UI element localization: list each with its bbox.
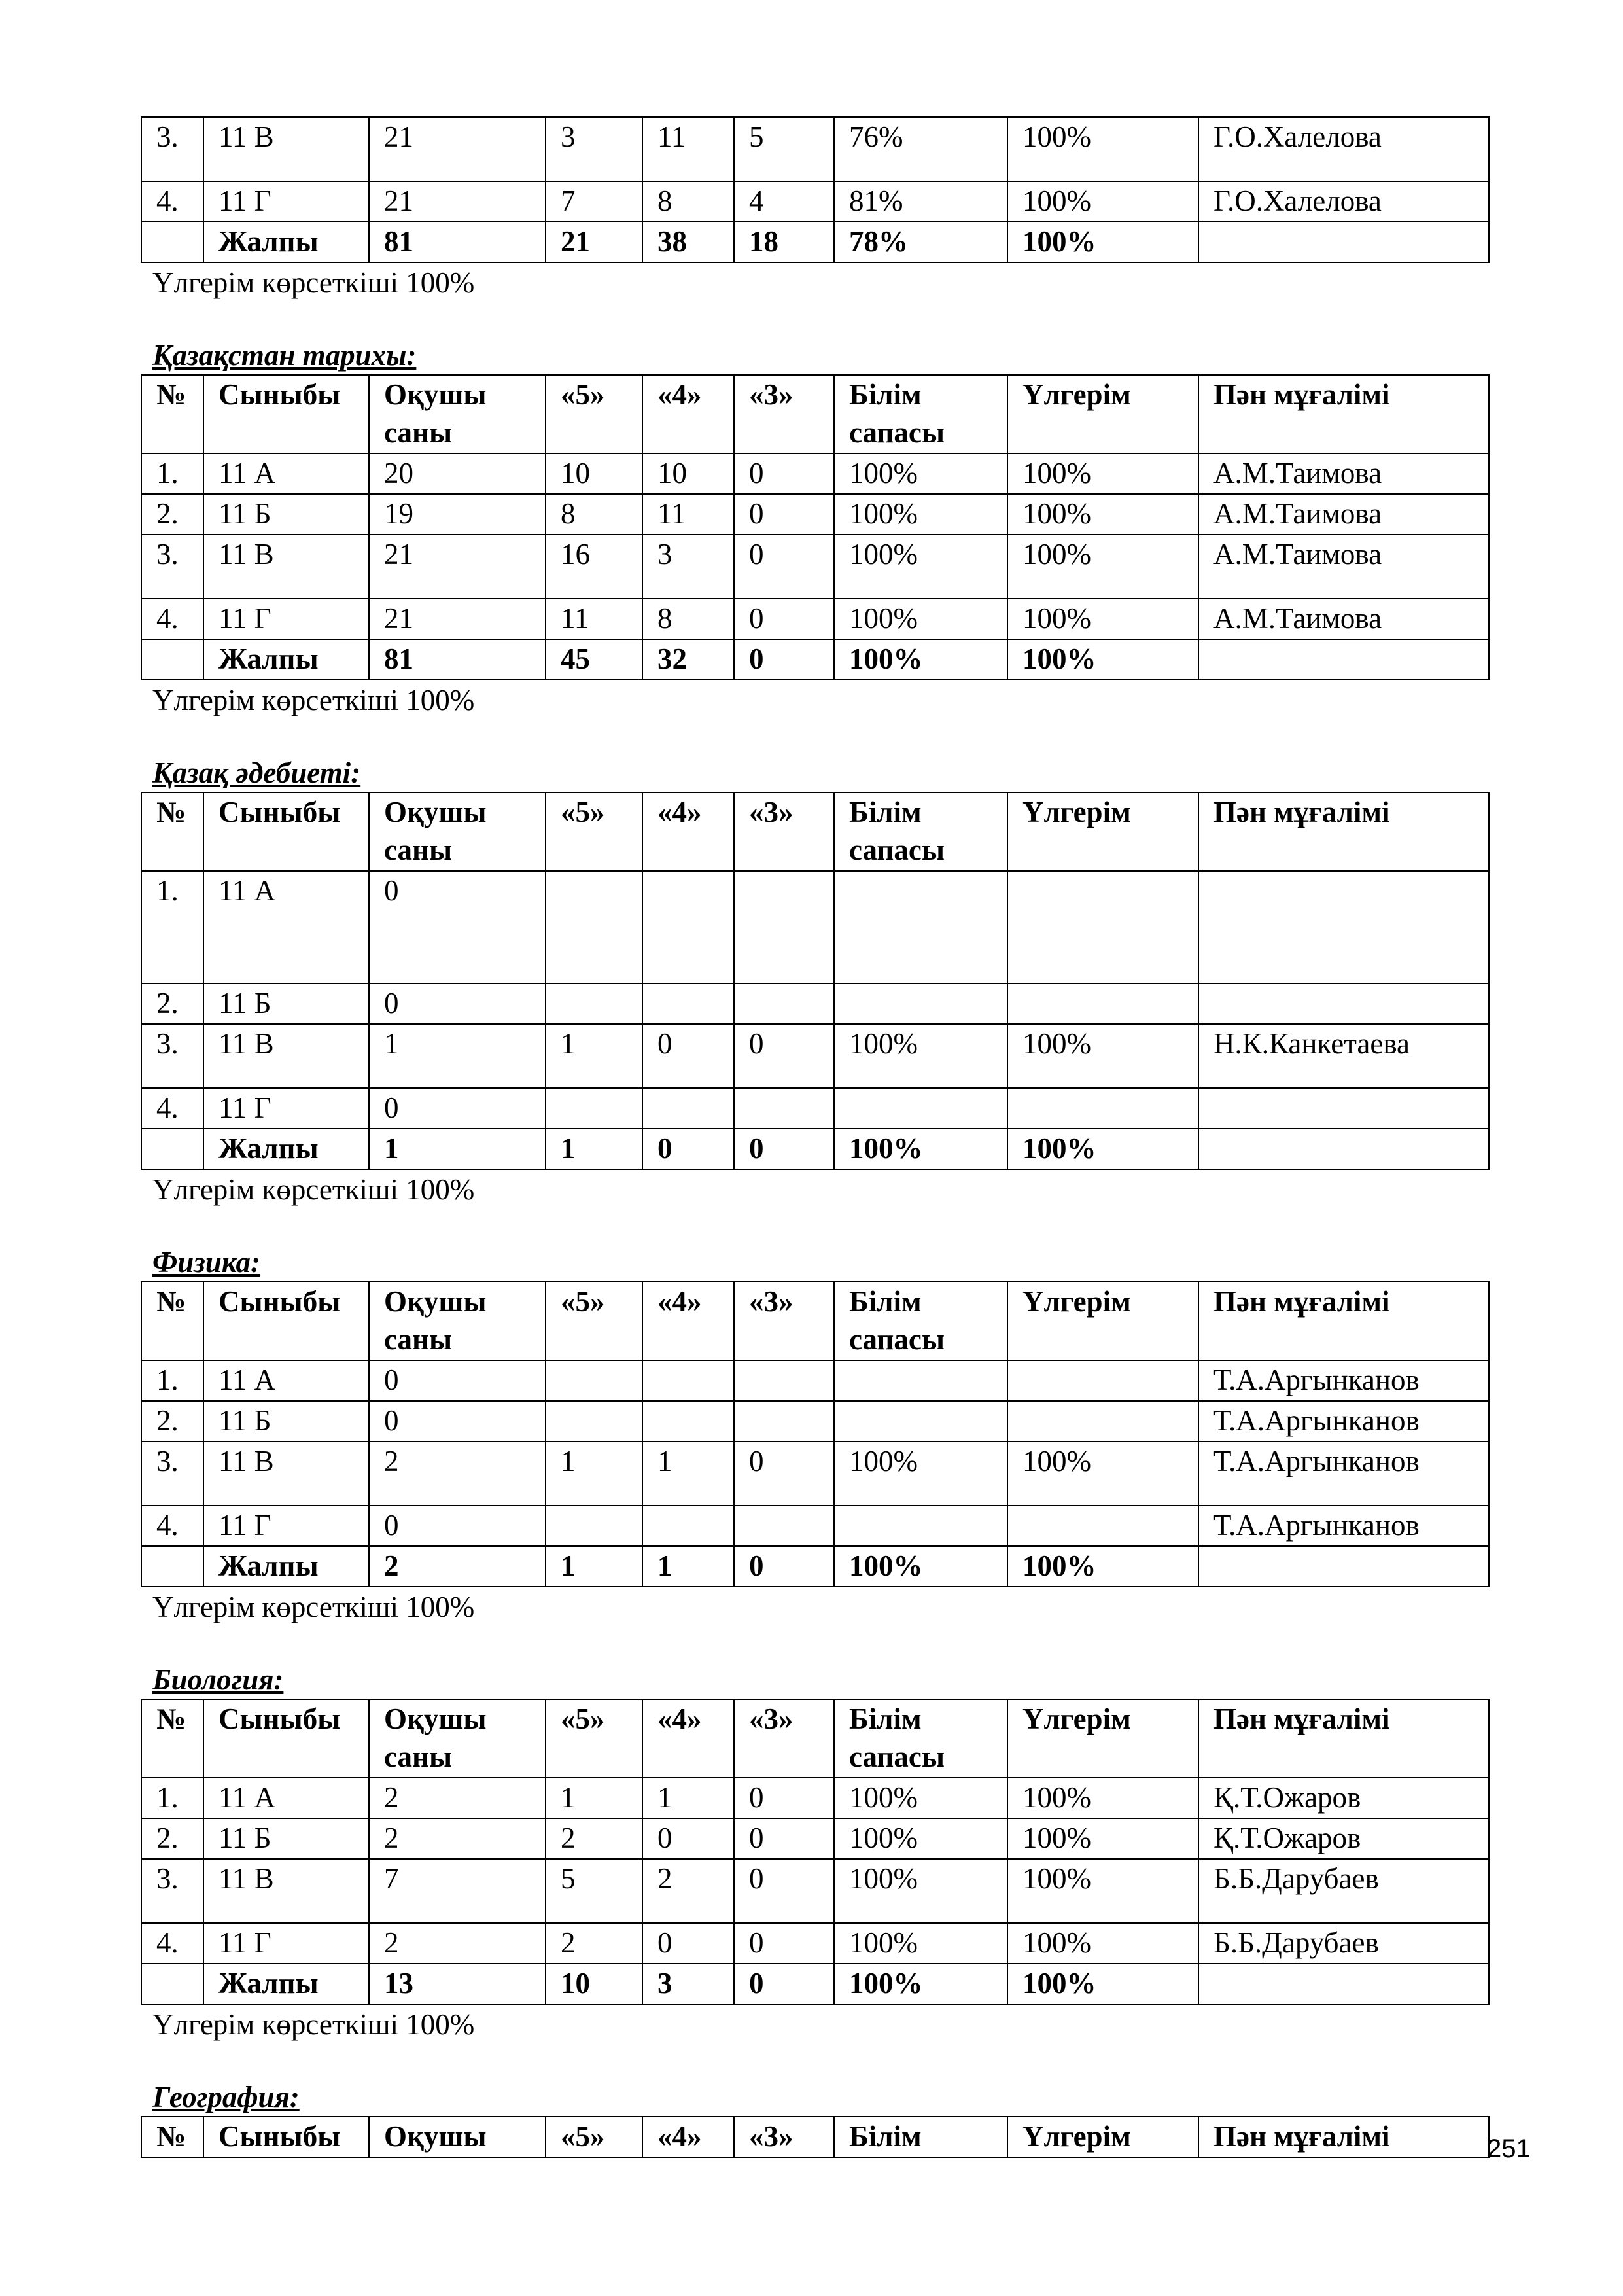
- table-total-row: [141, 1964, 1489, 2004]
- table-cell: Б.Б.Дарубаев: [1198, 1923, 1489, 1964]
- table-cell: 100%: [834, 453, 1007, 494]
- table-cell: 0: [734, 1923, 834, 1964]
- table-row: [141, 1506, 1489, 1546]
- table-cell: [734, 1360, 834, 1401]
- table-cell: 0: [734, 1859, 834, 1923]
- table-cell: 5: [546, 1859, 642, 1923]
- table-cell: 3: [546, 117, 642, 181]
- table-cell: 11 В: [203, 535, 369, 599]
- table-cell: 100%: [834, 1546, 1007, 1587]
- table-cell: 21: [369, 535, 546, 599]
- table-cell: «3»: [734, 375, 834, 453]
- table-cell: 8: [546, 494, 642, 535]
- table-cell: [546, 1088, 642, 1129]
- table-row: [141, 1024, 1489, 1088]
- table-cell: [1198, 1546, 1489, 1587]
- table-row: [141, 494, 1489, 535]
- table-cell: Қ.Т.Ожаров: [1198, 1818, 1489, 1859]
- table-cell: [642, 983, 734, 1024]
- table-cell: Т.А.Аргынканов: [1198, 1401, 1489, 1441]
- table-cell: 4.: [141, 1923, 203, 1964]
- table-cell: 2.: [141, 1818, 203, 1859]
- table-cell: 4: [734, 181, 834, 222]
- table-cell: Білім: [834, 2117, 1007, 2157]
- table-cell: [642, 1360, 734, 1401]
- table-cell: [1198, 1129, 1489, 1169]
- table-cell: 3: [642, 535, 734, 599]
- table-cell: 4.: [141, 599, 203, 639]
- section-title: География:: [152, 2081, 300, 2113]
- table-cell: [642, 1088, 734, 1129]
- table-cell: «5»: [546, 792, 642, 871]
- table-cell: 100%: [1007, 1859, 1198, 1923]
- table-header-row: [141, 792, 1489, 871]
- table-cell: 100%: [834, 1129, 1007, 1169]
- table-row: [141, 181, 1489, 222]
- table-cell: [734, 983, 834, 1024]
- page-number: 251: [1487, 2134, 1531, 2163]
- table-cell: [642, 871, 734, 983]
- table-cell: Білім сапасы: [834, 375, 1007, 453]
- table-cell: 100%: [1007, 1778, 1198, 1818]
- table-cell: 16: [546, 535, 642, 599]
- table-cell: [834, 1088, 1007, 1129]
- table-cell: [1007, 871, 1198, 983]
- table-cell: Т.А.Аргынканов: [1198, 1441, 1489, 1506]
- performance-note: Үлгерім көрсеткіші 100%: [152, 2008, 475, 2041]
- table-cell: 7: [369, 1859, 546, 1923]
- table-cell: 2: [369, 1546, 546, 1587]
- table-cell: 81%: [834, 181, 1007, 222]
- table-cell: 100%: [834, 1923, 1007, 1964]
- table-cell: 100%: [834, 1859, 1007, 1923]
- table-cell: 100%: [1007, 181, 1198, 222]
- table-cell: Т.А.Аргынканов: [1198, 1506, 1489, 1546]
- table-cell: 0: [734, 1964, 834, 2004]
- table-cell: Жалпы: [203, 1964, 369, 2004]
- table-cell: Сыныбы: [203, 375, 369, 453]
- table-cell: «4»: [642, 2117, 734, 2157]
- table-row: [141, 1441, 1489, 1506]
- table-cell: «4»: [642, 375, 734, 453]
- table-cell: 0: [369, 871, 546, 983]
- table-cell: 0: [734, 1441, 834, 1506]
- table-cell: 21: [369, 599, 546, 639]
- table-cell: 1: [546, 1024, 642, 1088]
- table-header-row: [141, 2117, 1489, 2157]
- table-cell: 1: [546, 1546, 642, 1587]
- document-page: [141, 116, 1488, 2158]
- table-cell: 100%: [1007, 222, 1198, 262]
- table-cell: Білім сапасы: [834, 1282, 1007, 1360]
- table-cell: Сыныбы: [203, 1282, 369, 1360]
- table-cell: 3.: [141, 1859, 203, 1923]
- table-cell: Үлгерім: [1007, 375, 1198, 453]
- table-cell: 11 Б: [203, 1818, 369, 1859]
- table-cell: Оқушы саны: [369, 375, 546, 453]
- table-cell: 100%: [1007, 1546, 1198, 1587]
- table-total-row: [141, 222, 1489, 262]
- table-cell: 100%: [1007, 1129, 1198, 1169]
- table-cell: 0: [734, 1024, 834, 1088]
- table-cell: 0: [369, 1360, 546, 1401]
- table-cell: [834, 1360, 1007, 1401]
- table-cell: 100%: [1007, 117, 1198, 181]
- table-cell: 0: [734, 494, 834, 535]
- table-cell: 18: [734, 222, 834, 262]
- table-cell: А.М.Таимова: [1198, 535, 1489, 599]
- table-cell: Г.О.Халелова: [1198, 181, 1489, 222]
- table-cell: 21: [546, 222, 642, 262]
- table-row: [141, 1859, 1489, 1923]
- table-cell: [734, 1088, 834, 1129]
- table-cell: 3.: [141, 535, 203, 599]
- table-cell: 81: [369, 639, 546, 680]
- table-cell: 11 А: [203, 453, 369, 494]
- table-cell: [1007, 1401, 1198, 1441]
- table-cell: «5»: [546, 1282, 642, 1360]
- table-cell: [834, 871, 1007, 983]
- table-cell: 1: [369, 1129, 546, 1169]
- table-row: [141, 599, 1489, 639]
- table-cell: 1: [546, 1778, 642, 1818]
- table-cell: [834, 1506, 1007, 1546]
- table-cell: 20: [369, 453, 546, 494]
- table-cell: [1198, 983, 1489, 1024]
- results-table: [141, 2116, 1490, 2158]
- table-cell: Пән мұғалімі: [1198, 1699, 1489, 1778]
- table-cell: 1.: [141, 1360, 203, 1401]
- table-cell: «5»: [546, 375, 642, 453]
- table-cell: 2: [369, 1441, 546, 1506]
- table-cell: 100%: [834, 639, 1007, 680]
- table-cell: 0: [734, 1818, 834, 1859]
- section-title: Қазақстан тарихы:: [152, 339, 417, 372]
- table-cell: №: [141, 792, 203, 871]
- table-cell: «5»: [546, 2117, 642, 2157]
- results-table: [141, 374, 1490, 680]
- table-cell: 11 А: [203, 1360, 369, 1401]
- table-cell: 0: [734, 599, 834, 639]
- table-cell: 11 В: [203, 1441, 369, 1506]
- table-cell: Қ.Т.Ожаров: [1198, 1778, 1489, 1818]
- table-cell: 11: [546, 599, 642, 639]
- table-cell: 11 Г: [203, 181, 369, 222]
- table-cell: 0: [642, 1923, 734, 1964]
- table-row: [141, 871, 1489, 983]
- table-cell: 21: [369, 181, 546, 222]
- table-cell: 1: [642, 1778, 734, 1818]
- table-cell: Үлгерім: [1007, 1282, 1198, 1360]
- table-cell: 2: [546, 1818, 642, 1859]
- table-row: [141, 535, 1489, 599]
- table-cell: 21: [369, 117, 546, 181]
- table-cell: 19: [369, 494, 546, 535]
- table-cell: «4»: [642, 1282, 734, 1360]
- table-cell: 81: [369, 222, 546, 262]
- table-cell: 11 В: [203, 1859, 369, 1923]
- table-cell: [141, 1546, 203, 1587]
- table-cell: 100%: [1007, 1964, 1198, 2004]
- table-cell: [642, 1401, 734, 1441]
- table-cell: 100%: [834, 599, 1007, 639]
- table-cell: 2: [369, 1923, 546, 1964]
- table-cell: «4»: [642, 1699, 734, 1778]
- table-cell: 1: [546, 1441, 642, 1506]
- table-cell: Сыныбы: [203, 792, 369, 871]
- table-cell: Жалпы: [203, 1129, 369, 1169]
- table-cell: [141, 639, 203, 680]
- table-cell: 11 Г: [203, 1923, 369, 1964]
- table-cell: 4.: [141, 1088, 203, 1129]
- table-cell: 100%: [834, 1964, 1007, 2004]
- table-cell: 100%: [1007, 453, 1198, 494]
- table-cell: №: [141, 1699, 203, 1778]
- table-cell: 11 Г: [203, 599, 369, 639]
- table-cell: 11 Б: [203, 1401, 369, 1441]
- table-cell: 5: [734, 117, 834, 181]
- table-cell: Т.А.Аргынканов: [1198, 1360, 1489, 1401]
- table-cell: 10: [546, 1964, 642, 2004]
- table-header-row: [141, 1699, 1489, 1778]
- table-cell: Оқушы саны: [369, 1282, 546, 1360]
- table-cell: 100%: [834, 1778, 1007, 1818]
- table-cell: 8: [642, 181, 734, 222]
- table-cell: 11 Б: [203, 494, 369, 535]
- table-row: [141, 453, 1489, 494]
- table-cell: 100%: [1007, 535, 1198, 599]
- table-cell: [1198, 871, 1489, 983]
- table-cell: Жалпы: [203, 1546, 369, 1587]
- table-row: [141, 1923, 1489, 1964]
- section-title: Физика:: [152, 1246, 261, 1279]
- table-cell: 45: [546, 639, 642, 680]
- performance-note: Үлгерім көрсеткіші 100%: [152, 684, 475, 716]
- table-cell: Үлгерім: [1007, 2117, 1198, 2157]
- table-cell: 11: [642, 494, 734, 535]
- table-cell: «3»: [734, 1699, 834, 1778]
- table-cell: Білім сапасы: [834, 792, 1007, 871]
- table-cell: 2: [642, 1859, 734, 1923]
- table-cell: «3»: [734, 792, 834, 871]
- table-cell: №: [141, 1282, 203, 1360]
- table-cell: 0: [734, 1129, 834, 1169]
- table-cell: [546, 1401, 642, 1441]
- table-cell: Оқушы саны: [369, 792, 546, 871]
- table-cell: 38: [642, 222, 734, 262]
- table-cell: 11: [642, 117, 734, 181]
- table-cell: 0: [734, 1546, 834, 1587]
- table-cell: 11 Г: [203, 1088, 369, 1129]
- table-total-row: [141, 1546, 1489, 1587]
- table-cell: 13: [369, 1964, 546, 2004]
- table-cell: 2: [369, 1818, 546, 1859]
- table-cell: №: [141, 2117, 203, 2157]
- table-row: [141, 117, 1489, 181]
- table-cell: 100%: [834, 1818, 1007, 1859]
- table-cell: Үлгерім: [1007, 792, 1198, 871]
- table-cell: Пән мұғалімі: [1198, 375, 1489, 453]
- table-cell: «3»: [734, 1282, 834, 1360]
- table-cell: «4»: [642, 792, 734, 871]
- table-cell: 3.: [141, 1441, 203, 1506]
- table-cell: Жалпы: [203, 639, 369, 680]
- table-cell: [1198, 639, 1489, 680]
- table-cell: 0: [369, 983, 546, 1024]
- table-cell: 7: [546, 181, 642, 222]
- table-cell: 3: [642, 1964, 734, 2004]
- table-cell: 100%: [834, 1024, 1007, 1088]
- table-cell: 3.: [141, 1024, 203, 1088]
- table-cell: «5»: [546, 1699, 642, 1778]
- section-title: Биология:: [152, 1663, 284, 1696]
- table-cell: 11 А: [203, 871, 369, 983]
- table-row: [141, 1401, 1489, 1441]
- table-cell: [734, 1401, 834, 1441]
- results-table: [141, 116, 1490, 263]
- table-cell: 100%: [1007, 639, 1198, 680]
- table-cell: 78%: [834, 222, 1007, 262]
- table-cell: 2.: [141, 494, 203, 535]
- table-cell: [1007, 1088, 1198, 1129]
- table-cell: 1: [642, 1546, 734, 1587]
- table-cell: 100%: [834, 494, 1007, 535]
- table-cell: 0: [642, 1024, 734, 1088]
- table-cell: [1198, 222, 1489, 262]
- table-cell: 0: [369, 1088, 546, 1129]
- table-cell: 100%: [1007, 1024, 1198, 1088]
- table-cell: Оқушы саны: [369, 1699, 546, 1778]
- results-table: [141, 1699, 1490, 2005]
- table-cell: 2: [546, 1923, 642, 1964]
- table-total-row: [141, 1129, 1489, 1169]
- table-cell: 0: [734, 639, 834, 680]
- table-cell: 11 В: [203, 117, 369, 181]
- table-cell: Н.К.Канкетаева: [1198, 1024, 1489, 1088]
- table-cell: 100%: [834, 535, 1007, 599]
- table-cell: [1007, 1360, 1198, 1401]
- table-cell: [1198, 1964, 1489, 2004]
- table-row: [141, 983, 1489, 1024]
- table-cell: 4.: [141, 181, 203, 222]
- table-cell: [546, 871, 642, 983]
- table-cell: 0: [369, 1401, 546, 1441]
- table-cell: 1: [546, 1129, 642, 1169]
- table-cell: Жалпы: [203, 222, 369, 262]
- table-cell: 32: [642, 639, 734, 680]
- table-cell: 11 В: [203, 1024, 369, 1088]
- table-cell: 1.: [141, 871, 203, 983]
- table-cell: [546, 983, 642, 1024]
- table-cell: 11 Б: [203, 983, 369, 1024]
- table-cell: [141, 222, 203, 262]
- performance-note: Үлгерім көрсеткіші 100%: [152, 1591, 475, 1623]
- table-row: [141, 1818, 1489, 1859]
- table-cell: №: [141, 375, 203, 453]
- table-cell: [546, 1360, 642, 1401]
- table-cell: [734, 871, 834, 983]
- table-cell: 4.: [141, 1506, 203, 1546]
- table-cell: 1: [369, 1024, 546, 1088]
- table-cell: [642, 1506, 734, 1546]
- table-cell: Оқушы: [369, 2117, 546, 2157]
- results-table: [141, 1281, 1490, 1587]
- table-cell: 0: [642, 1818, 734, 1859]
- table-cell: [834, 983, 1007, 1024]
- table-cell: 76%: [834, 117, 1007, 181]
- table-cell: [546, 1506, 642, 1546]
- table-cell: Б.Б.Дарубаев: [1198, 1859, 1489, 1923]
- table-cell: Білім сапасы: [834, 1699, 1007, 1778]
- table-cell: [834, 1401, 1007, 1441]
- table-cell: [141, 1964, 203, 2004]
- table-cell: 10: [642, 453, 734, 494]
- table-cell: 100%: [1007, 1818, 1198, 1859]
- table-cell: Пән мұғалімі: [1198, 2117, 1489, 2157]
- table-total-row: [141, 639, 1489, 680]
- table-cell: 0: [642, 1129, 734, 1169]
- table-cell: [734, 1506, 834, 1546]
- table-cell: [141, 1129, 203, 1169]
- table-cell: А.М.Таимова: [1198, 599, 1489, 639]
- table-cell: [1007, 1506, 1198, 1546]
- table-cell: 8: [642, 599, 734, 639]
- table-cell: 11 Г: [203, 1506, 369, 1546]
- table-cell: 2: [369, 1778, 546, 1818]
- table-cell: 11 А: [203, 1778, 369, 1818]
- table-cell: 0: [734, 1778, 834, 1818]
- table-header-row: [141, 1282, 1489, 1360]
- section-title: Қазақ әдебиеті:: [152, 756, 361, 789]
- table-cell: Сыныбы: [203, 1699, 369, 1778]
- table-cell: 3.: [141, 117, 203, 181]
- table-cell: 100%: [1007, 1441, 1198, 1506]
- table-cell: 0: [369, 1506, 546, 1546]
- table-cell: 2.: [141, 983, 203, 1024]
- table-cell: 0: [734, 453, 834, 494]
- table-header-row: [141, 375, 1489, 453]
- table-cell: [1198, 1088, 1489, 1129]
- table-cell: 100%: [1007, 494, 1198, 535]
- table-cell: 1.: [141, 1778, 203, 1818]
- table-cell: А.М.Таимова: [1198, 494, 1489, 535]
- table-cell: Г.О.Халелова: [1198, 117, 1489, 181]
- results-table: [141, 792, 1490, 1170]
- table-cell: 1: [642, 1441, 734, 1506]
- table-cell: 100%: [1007, 599, 1198, 639]
- table-cell: 1.: [141, 453, 203, 494]
- table-cell: А.М.Таимова: [1198, 453, 1489, 494]
- table-cell: 100%: [834, 1441, 1007, 1506]
- table-cell: 0: [734, 535, 834, 599]
- table-cell: Пән мұғалімі: [1198, 1282, 1489, 1360]
- table-cell: 10: [546, 453, 642, 494]
- table-row: [141, 1360, 1489, 1401]
- table-row: [141, 1778, 1489, 1818]
- table-cell: Үлгерім: [1007, 1699, 1198, 1778]
- table-cell: «3»: [734, 2117, 834, 2157]
- table-cell: Пән мұғалімі: [1198, 792, 1489, 871]
- table-cell: 2.: [141, 1401, 203, 1441]
- table-cell: [1007, 983, 1198, 1024]
- table-cell: Сыныбы: [203, 2117, 369, 2157]
- table-cell: 100%: [1007, 1923, 1198, 1964]
- performance-note: Үлгерім көрсеткіші 100%: [152, 1173, 475, 1206]
- table-row: [141, 1088, 1489, 1129]
- performance-note: Үлгерім көрсеткіші 100%: [152, 266, 475, 299]
